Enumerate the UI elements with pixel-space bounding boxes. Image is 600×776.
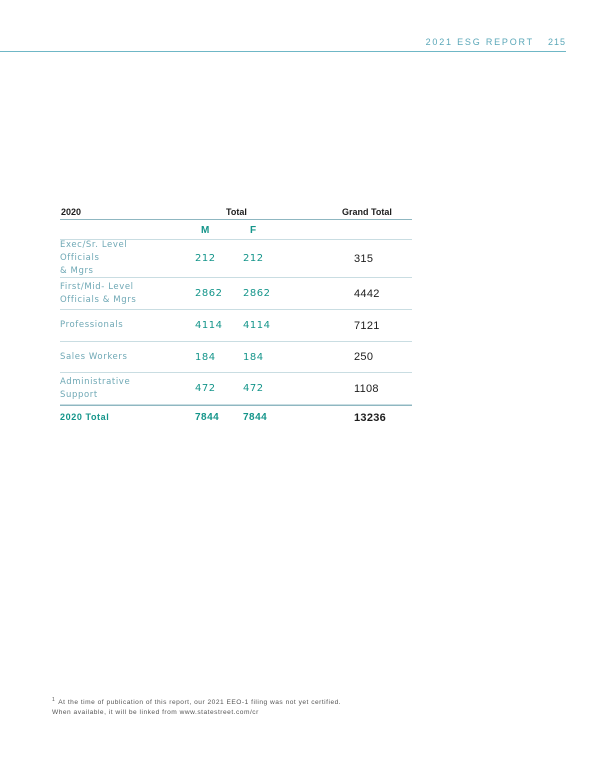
total-female-value: 7844 [243, 412, 268, 423]
female-value: 184 [243, 351, 264, 363]
row-label-line: Officials & Mgrs [60, 294, 137, 305]
table-row [60, 342, 412, 373]
row-label-line: Sales Workers [60, 351, 128, 362]
page-number: 215 [547, 37, 566, 47]
row-label [60, 351, 188, 364]
grand-total-header: Grand Total [342, 207, 392, 217]
female-value: 472 [243, 383, 264, 394]
row-label [60, 319, 188, 332]
report-title: 2021 ESG REPORT [425, 37, 534, 47]
eeo-table [60, 205, 412, 429]
row-label-line: Exec/Sr. Level [60, 240, 128, 250]
year-header: 2020 [61, 207, 82, 217]
row-label-line: Administrative [60, 376, 131, 387]
male-value: 472 [195, 383, 216, 394]
table-header-row [60, 205, 412, 220]
table-body [60, 240, 412, 405]
total-grand-value: 13236 [354, 411, 387, 424]
female-value: 212 [243, 253, 264, 264]
table-row [60, 310, 412, 342]
total-row [60, 405, 412, 429]
table-row [60, 373, 412, 405]
female-value: 2862 [243, 288, 271, 299]
male-header: M [201, 225, 210, 236]
table-row [60, 278, 412, 310]
male-value: 2862 [195, 288, 223, 299]
row-label [60, 376, 188, 402]
grand-total-value: 250 [354, 351, 374, 363]
table-row [60, 240, 412, 278]
gender-subheader-row [60, 220, 412, 240]
grand-total-value: 1108 [354, 382, 379, 395]
row-label-line: Support [60, 389, 98, 400]
row-label-line: & Mgrs [60, 266, 94, 276]
male-value: 184 [195, 351, 216, 363]
grand-total-value: 4442 [354, 287, 380, 300]
row-label [60, 281, 188, 307]
grand-total-value: 315 [354, 252, 374, 265]
grand-total-value: 7121 [354, 319, 380, 332]
row-label-line: Professionals [60, 320, 124, 330]
male-value: 212 [195, 253, 216, 264]
female-value: 4114 [243, 320, 271, 331]
footnote-line-1: At the time of publication of this report, our 2021 EEO-1 filing was not yet certified. [58, 699, 342, 707]
footnote [52, 696, 372, 717]
header-divider [0, 51, 566, 52]
total-row-label: 2020 Total [60, 412, 110, 422]
row-label [60, 239, 188, 278]
row-label-line: Officials [60, 253, 100, 263]
total-male-value: 7844 [195, 412, 220, 423]
footnote-line-2: When available, it will be linked from www.statestreet.com/cr [52, 708, 259, 716]
male-value: 4114 [195, 320, 223, 331]
female-header: F [250, 225, 257, 236]
total-header: Total [226, 207, 247, 217]
footnote-marker: 1 [52, 697, 56, 703]
row-label-line: First/Mid- Level [60, 281, 134, 292]
page-header [426, 37, 566, 47]
